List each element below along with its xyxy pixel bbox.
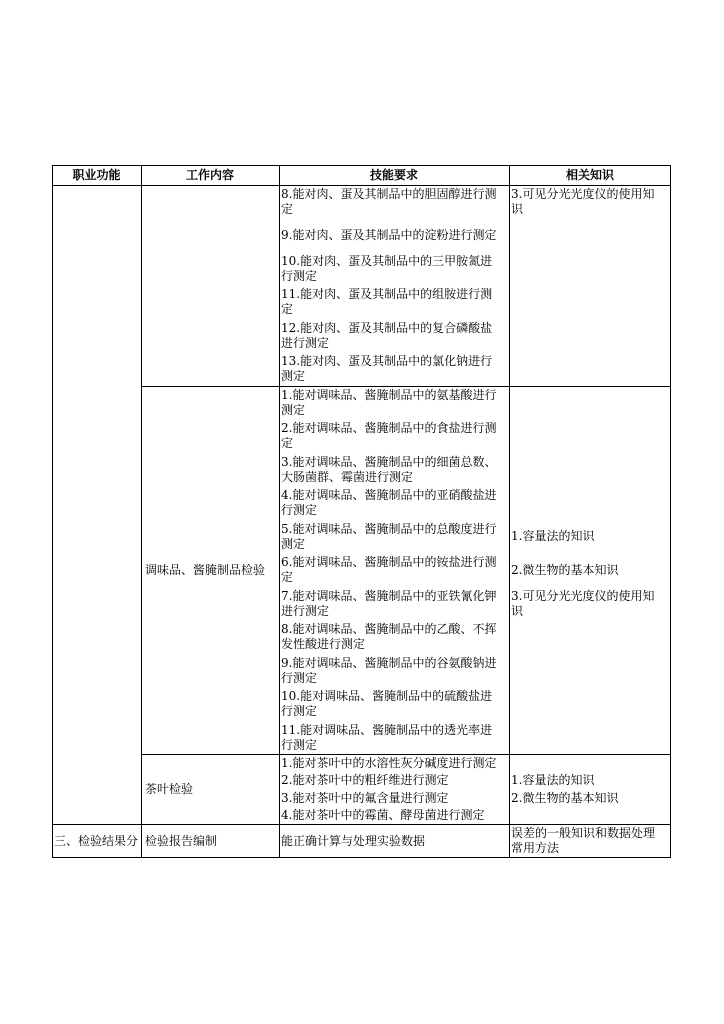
skill-cell: 9.能对调味品、酱腌制品中的谷氨酸钠进行测定 xyxy=(281,655,497,685)
skill-cell: 9.能对肉、蛋及其制品中的淀粉进行测定 xyxy=(281,227,497,242)
header-work-content: 工作内容 xyxy=(185,167,234,182)
skill-cell: 7.能对调味品、酱腌制品中的亚铁氰化钾进行测定 xyxy=(281,588,497,618)
knowledge-cell: 1.容量法的知识 xyxy=(511,773,595,788)
skill-cell: 3.能对调味品、酱腌制品中的细菌总数、大肠菌群、霉菌进行测定 xyxy=(281,454,497,484)
header-function: 职业功能 xyxy=(72,167,121,182)
skill-cell: 5.能对调味品、酱腌制品中的总酸度进行测定 xyxy=(281,521,497,551)
skill-cell: 13.能对肉、蛋及其制品中的氯化钠进行测定 xyxy=(281,354,493,384)
skill-cell: 10.能对调味品、酱腌制品中的硫酸盐进行测定 xyxy=(281,689,493,719)
work-content-cell: 茶叶检验 xyxy=(145,782,194,796)
skills-standard-table xyxy=(52,165,671,858)
work-content-cell: 调味品、酱腌制品检验 xyxy=(145,562,266,577)
skill-cell: 1.能对调味品、酱腌制品中的氨基酸进行测定 xyxy=(281,387,497,417)
skill-cell: 4.能对调味品、酱腌制品中的亚硝酸盐进行测定 xyxy=(281,488,497,518)
header-related-knowledge: 相关知识 xyxy=(565,167,614,182)
skill-cell: 8.能对调味品、酱腌制品中的乙酸、不挥发性酸进行测定 xyxy=(281,622,497,652)
skill-cell: 2.能对调味品、酱腌制品中的食盐进行测定 xyxy=(281,421,497,451)
knowledge-cell: 3.可见分光光度仪的使用知识 xyxy=(511,588,655,618)
skill-cell: 1.能对茶叶中的水溶性灰分碱度进行测定 xyxy=(281,755,497,770)
skill-cell: 12.能对肉、蛋及其制品中的复合磷酸盐进行测定 xyxy=(281,320,493,350)
knowledge-cell: 2.微生物的基本知识 xyxy=(511,790,619,805)
skill-cell: 8.能对肉、蛋及其制品中的胆固醇进行测定 xyxy=(281,186,497,216)
knowledge-cell: 1.容量法的知识 xyxy=(511,529,595,544)
skill-cell: 10.能对肉、蛋及其制品中的三甲胺氮进行测定 xyxy=(281,253,493,283)
skill-cell: 6.能对调味品、酱腌制品中的铵盐进行测定 xyxy=(281,555,497,585)
function-cell: 三、检验结果分 xyxy=(54,833,139,848)
knowledge-cell: 2.微生物的基本知识 xyxy=(511,562,619,577)
work-content-cell: 检验报告编制 xyxy=(145,833,218,848)
header-skill-requirements: 技能要求 xyxy=(369,167,418,182)
knowledge-cell: 误差的一般知识和数据处理常用方法 xyxy=(511,826,656,855)
skill-cell: 11.能对调味品、酱腌制品中的透光率进行测定 xyxy=(281,722,493,752)
skill-cell: 4.能对茶叶中的霉菌、酵母菌进行测定 xyxy=(281,808,485,823)
skill-cell: 3.能对茶叶中的氟含量进行测定 xyxy=(281,790,449,805)
knowledge-cell: 3.可见分光光度仪的使用知识 xyxy=(511,186,655,216)
skill-cell: 能正确计算与处理实验数据 xyxy=(281,833,426,848)
skill-cell: 11.能对肉、蛋及其制品中的组胺进行测定 xyxy=(281,287,493,317)
skill-cell: 2.能对茶叶中的粗纤维进行测定 xyxy=(281,773,449,788)
